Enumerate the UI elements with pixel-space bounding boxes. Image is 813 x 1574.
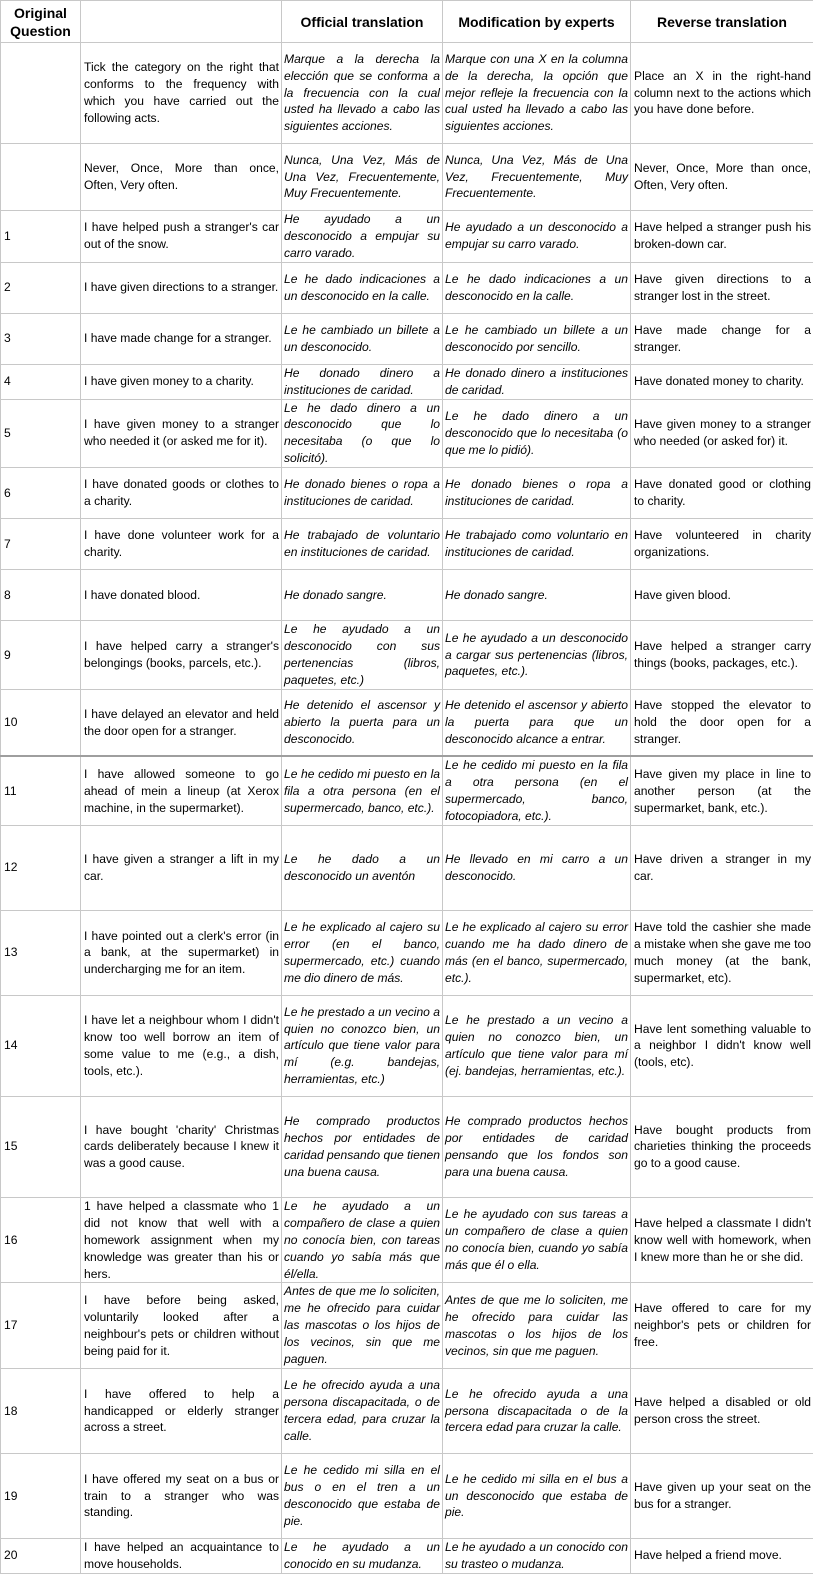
original-question-cell: I have offered my seat on a bus or train to a stranger who was standing. xyxy=(81,1453,282,1538)
original-question-cell: 1 have helped a classmate who 1 did not know that well with a homework assignment when my knowledge was greater than his or hers. xyxy=(81,1197,282,1283)
official-translation-cell: Le he explicado al cajero su error (en el banco, supermercado, etc.) cuando me dio dinero de más. xyxy=(282,910,443,995)
reverse-translation-cell: Have donated money to charity. xyxy=(631,364,813,399)
reverse-translation-cell: Have helped a stranger push his broken-down car. xyxy=(631,211,813,263)
table-row xyxy=(1,468,813,519)
official-translation-cell: Le he cedido mi silla en el bus o en el tren a un desconocido que estaba de pie. xyxy=(282,1453,443,1538)
expert-modification-cell: He trabajado como voluntario en instituciones de caridad. xyxy=(443,519,631,570)
question-number-cell: 4 xyxy=(1,364,81,399)
question-number-cell xyxy=(1,144,81,211)
reverse-translation-cell: Have given up your seat on the bus for a stranger. xyxy=(631,1453,813,1538)
original-question-cell: I have bought 'charity' Christmas cards deliberately because I knew it was a good cause. xyxy=(81,1096,282,1197)
table-row xyxy=(1,621,813,690)
table-row xyxy=(1,1453,813,1538)
expert-modification-cell: Le he explicado al cajero su error cuando me ha dado dinero de más (en el banco, supermercado, etc.). xyxy=(443,910,631,995)
table-row xyxy=(1,519,813,570)
expert-modification-cell: He ayudado a un desconocido a empujar su carro varado. xyxy=(443,211,631,263)
official-translation-cell: He donado dinero a instituciones de caridad. xyxy=(282,364,443,399)
question-number-cell: 9 xyxy=(1,621,81,690)
reverse-translation-cell: Have helped a classmate I didn't know well with homework, when I knew more than he or she did. xyxy=(631,1197,813,1283)
table-row xyxy=(1,262,813,313)
official-translation-cell: Le he ayudado a un compañero de clase a quien no conocía bien, con tareas cuando yo sabía más que él/ella. xyxy=(282,1197,443,1283)
official-translation-cell: He donado bienes o ropa a instituciones de caridad. xyxy=(282,468,443,519)
original-question-cell: I have helped push a stranger's car out of the snow. xyxy=(81,211,282,263)
header-reverse-translation: Reverse translation xyxy=(631,1,813,43)
table-row xyxy=(1,995,813,1096)
reverse-translation-cell: Have bought products from charieties thinking the proceeds go to a good cause. xyxy=(631,1096,813,1197)
official-translation-cell: Le he dado dinero a un desconocido que lo necesitaba (o que lo solicitó). xyxy=(282,399,443,468)
question-number-cell: 11 xyxy=(1,756,81,825)
table-row xyxy=(1,313,813,364)
original-question-cell: I have before being asked, voluntarily looked after a neighbour's pets or children without being paid for it. xyxy=(81,1283,282,1369)
table-row xyxy=(1,1538,813,1573)
reverse-translation-cell: Have given directions to a stranger lost in the street. xyxy=(631,262,813,313)
table-row xyxy=(1,364,813,399)
question-number-cell: 20 xyxy=(1,1538,81,1573)
table-row xyxy=(1,1283,813,1369)
reverse-translation-cell: Place an X in the right-hand column next to the actions which you have done before. xyxy=(631,43,813,144)
expert-modification-cell: Le he dado indicaciones a un desconocido en la calle. xyxy=(443,262,631,313)
expert-modification-cell: He donado dinero a instituciones de caridad. xyxy=(443,364,631,399)
official-translation-cell: He trabajado de voluntario en instituciones de caridad. xyxy=(282,519,443,570)
question-number-cell: 3 xyxy=(1,313,81,364)
official-translation-cell: Le he dado a un desconocido un aventón xyxy=(282,825,443,910)
expert-modification-cell: He llevado en mi carro a un desconocido. xyxy=(443,825,631,910)
original-question-cell: I have donated goods or clothes to a charity. xyxy=(81,468,282,519)
original-question-cell: I have given money to a charity. xyxy=(81,364,282,399)
original-question-cell: I have given directions to a stranger. xyxy=(81,262,282,313)
header-blank xyxy=(81,1,282,43)
question-number-cell: 5 xyxy=(1,399,81,468)
question-number-cell: 16 xyxy=(1,1197,81,1283)
table-row xyxy=(1,1096,813,1197)
official-translation-cell: Le he ayudado a un conocido en su mudanza. xyxy=(282,1538,443,1573)
reverse-translation-cell: Have helped a stranger carry things (books, packages, etc.). xyxy=(631,621,813,690)
original-question-cell: I have given money to a stranger who needed it (or asked me for it). xyxy=(81,399,282,468)
reverse-translation-cell: Have helped a friend move. xyxy=(631,1538,813,1573)
reverse-translation-cell: Have driven a stranger in my car. xyxy=(631,825,813,910)
table-row xyxy=(1,211,813,263)
question-number-cell xyxy=(1,43,81,144)
original-question-cell: I have helped an acquaintance to move households. xyxy=(81,1538,282,1573)
official-translation-cell: Le he ofrecido ayuda a una persona discapacitada, o de tercera edad, para cruzar la calle. xyxy=(282,1368,443,1453)
reverse-translation-cell: Have made change for a stranger. xyxy=(631,313,813,364)
expert-modification-cell: Le he cedido mi silla en el bus a un desconocido que estaba de pie. xyxy=(443,1453,631,1538)
table-row xyxy=(1,399,813,468)
official-translation-cell: He ayudado a un desconocido a empujar su carro varado. xyxy=(282,211,443,263)
question-number-cell: 10 xyxy=(1,689,81,756)
table-row xyxy=(1,43,813,144)
original-question-cell: I have offered to help a handicapped or elderly stranger across a street. xyxy=(81,1368,282,1453)
expert-modification-cell: Marque con una X en la columna de la derecha, la opción que mejor refleje la frecuencia con la cual usted ha llevado a cabo las siguientes acciones. xyxy=(443,43,631,144)
header-official-translation: Official translation xyxy=(282,1,443,43)
official-translation-cell: He donado sangre. xyxy=(282,570,443,621)
question-number-cell: 12 xyxy=(1,825,81,910)
question-number-cell: 6 xyxy=(1,468,81,519)
official-translation-cell: Le he dado indicaciones a un desconocido en la calle. xyxy=(282,262,443,313)
official-translation-cell: Le he cambiado un billete a un desconocido. xyxy=(282,313,443,364)
original-question-cell: I have allowed someone to go ahead of mein a lineup (at Xerox machine, in the supermarket). xyxy=(81,756,282,825)
expert-modification-cell: Le he ofrecido ayuda a una persona discapacitada o de la tercera edad para cruzar la calle. xyxy=(443,1368,631,1453)
header-modification-by-experts: Modification by experts xyxy=(443,1,631,43)
original-question-cell: I have let a neighbour whom I didn't know too well borrow an item of some value to me (e.g., a dish, tools, etc.). xyxy=(81,995,282,1096)
reverse-translation-cell: Have given my place in line to another person (at the supermarket, bank, etc.). xyxy=(631,756,813,825)
question-number-cell: 14 xyxy=(1,995,81,1096)
question-number-cell: 15 xyxy=(1,1096,81,1197)
original-question-cell: I have delayed an elevator and held the door open for a stranger. xyxy=(81,689,282,756)
reverse-translation-cell: Have offered to care for my neighbor's pets or children for free. xyxy=(631,1283,813,1369)
table-row xyxy=(1,570,813,621)
original-question-cell: I have done volunteer work for a charity. xyxy=(81,519,282,570)
table-row xyxy=(1,144,813,211)
official-translation-cell: Le he ayudado a un desconocido con sus pertenencias (libros, paquetes, etc.) xyxy=(282,621,443,690)
expert-modification-cell: Le he prestado a un vecino a quien no conozco bien, un artículo que tiene valor para mí (ej. bandejas, herramientas, etc.). xyxy=(443,995,631,1096)
original-question-cell: Never, Once, More than once, Often, Very often. xyxy=(81,144,282,211)
reverse-translation-cell: Never, Once, More than once, Often, Very often. xyxy=(631,144,813,211)
question-number-cell: 2 xyxy=(1,262,81,313)
question-number-cell: 1 xyxy=(1,211,81,263)
reverse-translation-cell: Have told the cashier she made a mistake when she gave me too much money (at the bank, supermarket, etc). xyxy=(631,910,813,995)
expert-modification-cell: Le he cambiado un billete a un desconocido por sencillo. xyxy=(443,313,631,364)
table-row xyxy=(1,689,813,756)
expert-modification-cell: Nunca, Una Vez, Más de Una Vez, Frecuentemente, Muy Frecuentemente. xyxy=(443,144,631,211)
official-translation-cell: He comprado productos hechos por entidades de caridad pensando que tienen una buena causa. xyxy=(282,1096,443,1197)
original-question-cell: Tick the category on the right that conforms to the frequency with which you have carried out the following acts. xyxy=(81,43,282,144)
header-original-question: Original Question xyxy=(1,1,81,43)
reverse-translation-cell: Have given blood. xyxy=(631,570,813,621)
official-translation-cell: Le he prestado a un vecino a quien no conozco bien, un artículo que tiene valor para mí (e.g. bandejas, herramientas, etc.) xyxy=(282,995,443,1096)
expert-modification-cell: Le he ayudado con sus tareas a un compañero de clase a quien no conocía bien, cuando yo sabía más que él o ella. xyxy=(443,1197,631,1283)
original-question-cell: I have made change for a stranger. xyxy=(81,313,282,364)
question-number-cell: 13 xyxy=(1,910,81,995)
expert-modification-cell: Antes de que me lo soliciten, me he ofrecido para cuidar las mascotas o los hijos de los vecinos, sin que me paguen. xyxy=(443,1283,631,1369)
question-number-cell: 18 xyxy=(1,1368,81,1453)
expert-modification-cell: Le he cedido mi puesto en la fila a otra persona (en el supermercado, banco, fotocopiadora, etc.). xyxy=(443,756,631,825)
expert-modification-cell: He detenido el ascensor y abierto la puerta para que un desconocido alcance a entrar. xyxy=(443,689,631,756)
header-row xyxy=(1,1,813,43)
reverse-translation-cell: Have lent something valuable to a neighbor I didn't know well (tools, etc). xyxy=(631,995,813,1096)
table-row xyxy=(1,1368,813,1453)
table-row xyxy=(1,1197,813,1283)
expert-modification-cell: Le he ayudado a un desconocido a cargar sus pertenencias (libros, paquetes, etc.). xyxy=(443,621,631,690)
official-translation-cell: Marque a la derecha la elección que se conforma a la frecuencia con la cual usted ha llevado a cabo las siguientes acciones. xyxy=(282,43,443,144)
original-question-cell: I have helped carry a stranger's belongings (books, parcels, etc.). xyxy=(81,621,282,690)
original-question-cell: I have pointed out a clerk's error (in a bank, at the supermarket) in undercharging me for an item. xyxy=(81,910,282,995)
official-translation-cell: Nunca, Una Vez, Más de Una Vez, Frecuentemente, Muy Frecuentemente. xyxy=(282,144,443,211)
expert-modification-cell: He donado bienes o ropa a instituciones de caridad. xyxy=(443,468,631,519)
official-translation-cell: Le he cedido mi puesto en la fila a otra persona (en el supermercado, banco, etc.). xyxy=(282,756,443,825)
reverse-translation-cell: Have donated good or clothing to charity. xyxy=(631,468,813,519)
table-body xyxy=(1,43,813,1574)
question-number-cell: 8 xyxy=(1,570,81,621)
expert-modification-cell: He donado sangre. xyxy=(443,570,631,621)
reverse-translation-cell: Have stopped the elevator to hold the door open for a stranger. xyxy=(631,689,813,756)
table-row xyxy=(1,756,813,825)
question-number-cell: 19 xyxy=(1,1453,81,1538)
original-question-cell: I have given a stranger a lift in my car. xyxy=(81,825,282,910)
original-question-cell: I have donated blood. xyxy=(81,570,282,621)
official-translation-cell: He detenido el ascensor y abierto la puerta para un desconocido. xyxy=(282,689,443,756)
question-number-cell: 7 xyxy=(1,519,81,570)
table-row xyxy=(1,825,813,910)
question-number-cell: 17 xyxy=(1,1283,81,1369)
expert-modification-cell: Le he ayudado a un conocido con su trasteo o mudanza. xyxy=(443,1538,631,1573)
reverse-translation-cell: Have given money to a stranger who needed (or asked for) it. xyxy=(631,399,813,468)
expert-modification-cell: He comprado productos hechos por entidades de caridad pensando que los fondos son para una buena causa. xyxy=(443,1096,631,1197)
expert-modification-cell: Le he dado dinero a un desconocido que lo necesitaba (o que me lo pidió). xyxy=(443,399,631,468)
reverse-translation-cell: Have volunteered in charity organizations. xyxy=(631,519,813,570)
official-translation-cell: Antes de que me lo soliciten, me he ofrecido para cuidar las mascotas o los hijos de los vecinos, sin que me paguen. xyxy=(282,1283,443,1369)
reverse-translation-cell: Have helped a disabled or old person cross the street. xyxy=(631,1368,813,1453)
table-row xyxy=(1,910,813,995)
